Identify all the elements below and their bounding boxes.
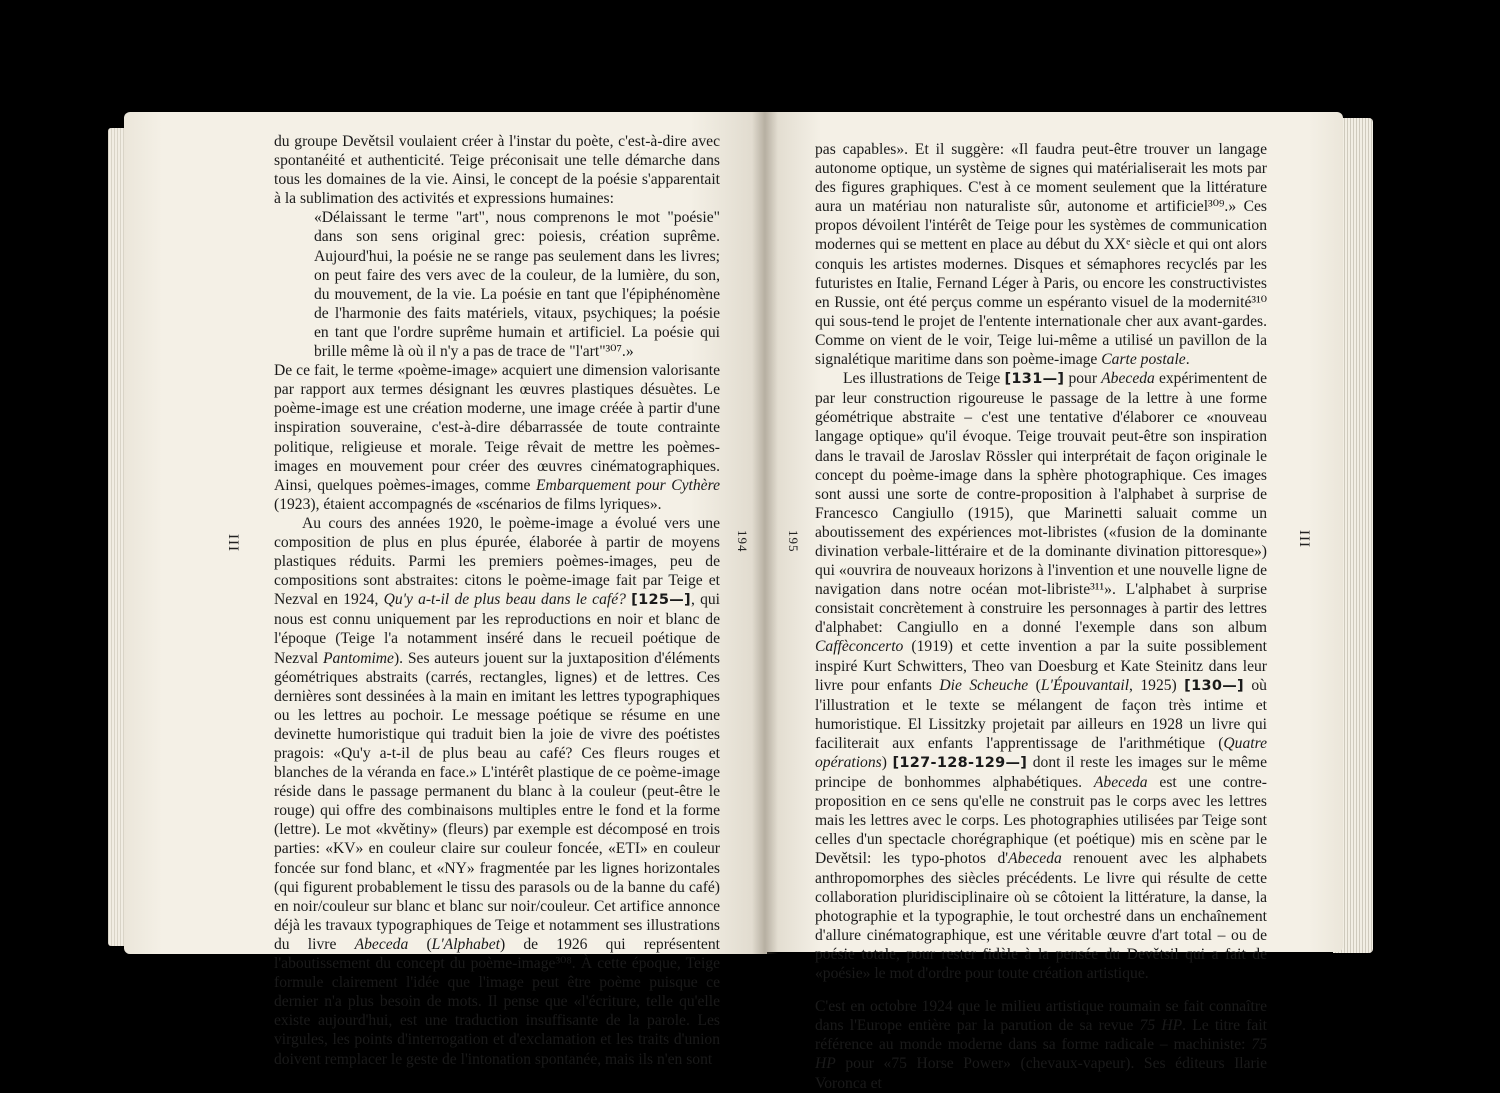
paragraph: pas capables». Et il suggère: «Il faudra peut-être trouver un langage autonome optique, un système de signes qui matérialiserait les mots par des figures graphiques. C'est à ce moment seulement que la littérature aura un matériau non naturaliste sûr, autonome et artificiel³⁰⁹.» Ces propos dévoilent l'intérêt de Teige pour les systèmes de communication modernes qui se mettent en place au début du XXᵉ siècle et qui ont alors conquis les artistes modernes. Disques et sémaphores recyclés par les futuristes en Italie, Fernand Léger à Paris, ou encore les constructivistes en Russie, ont été perçus comme un espéranto visuel de la modernité³¹⁰ qui sous-tend le projet de l'entente internationale cher aux avant-gardes. Comme on vient de le voir, Teige lui-même a utilisé un pavillon de la signalétique maritime dans son poème-image Carte postale. (815, 141, 1267, 369)
figure-reference: [127-128-129—] (892, 755, 1028, 771)
paragraph: Au cours des années 1920, le poème-image a évolué vers une composition de plus en plus épurée, élaborée à partir de moyens plastiques réduits. Parmi les premiers poèmes-images, peu de compositions sont abstraites: citons le poème-image fait par Teige et Nezval en 1924, Qu'y a-t-il de plus beau dans le café? [125—], qui nous est connu uniquement par les reproductions en noir et blanc de l'époque (Teige l'a notamment inséré dans le recueil poétique de Nezval Pantomime). Ses auteurs jouent sur la juxtaposition d'éléments géométriques abstraits (carrés, rectangles, lignes) et de lettres. Ces dernières sont dessinées à la main en imitant les lettres typographiques ou les lettres au pochoir. Le message poétique se résume en une devinette humoristique qui traduit bien la joie de vivre des poétistes pragois: «Qu'y a-t-il de plus beau au café? Ces fleurs rouges et blanches de la véranda en face.» L'intérêt plastique de ce poème-image réside dans le passage permanent du blanc à la couleur (peut-être le rouge) qui offre des combinaisons multiples entre le fond et la forme (lettre). Le mot «květiny» (fleurs) par exemple est décomposé en trois parties: «KV» en couleur claire sur couleur foncée, «ETI» en couleur foncée sur fond blanc, et «NY» fragmentée par les lignes horizontales (qui figurent probablement le tissu des parasols ou de la banne du café) en noir/couleur sur blanc et blanc sur noir/couleur. Cet artifice annonce déjà les travaux typographiques de Teige et notamment ses illustrations du livre Abeceda (L'Alphabet) de 1926 qui représentent l'aboutissement du concept du poème-image³⁰⁸. À cette époque, Teige formule clairement l'idée que l'image peut être poème puisque ce dernier n'a plus besoin de mots. Il pense que «l'écriture, telle qu'elle existe aujourd'hui, est une traduction insuffisante de la parole. Les virgules, les points d'interrogation et d'exclamation et les traits d'union doivent remplacer le geste de l'intonation spontanée, mais ils n'en sont (274, 514, 721, 1068)
book-gutter (752, 112, 778, 954)
page-number: 195 (786, 530, 801, 553)
paragraph: Les illustrations de Teige [131—] pour Abeceda expérimentent de par leur construction rigoureuse le passage de la lettre à une forme géométrique abstraite – c'est une tentative d'élaborer ce «nouveau langage optique» qu'il évoque. Teige trouvait peut-être son inspiration dans le travail de Jaroslav Rössler qui interprétait de façon originale le concept du poème-image dans la sphère photographique. Ces images sont aussi une sorte de contre-proposition à l'alphabet à surprise de Francesco Cangiullo (1915), que Marinetti saluait comme un aboutissement des expériences mot-libristes («fusion de la dominante divination verbale-littéraire et de la dominante divination pittoresque») qui «ouvrira de nouveaux horizons à l'invention et une nouvelle ligne de navigation dans notre océan mot-libriste³¹¹». L'alphabet à surprise consistait concrètement à construire les personnages à partir des lettres d'alphabet: Cangiullo en a donné l'exemple dans son album Caffèconcerto (1919) et cette invention a par la suite possiblement inspiré Kurt Schwitters, Theo van Doesburg et Kate Steinitz dans leur livre pour enfants Die Scheuche (L'Épouvantail, 1925) [130—] où l'illustration et le texte se mélangent de façon très intime et humoristique. El Lissitzky projetait par ailleurs en 1928 un livre qui faciliterait aux enfants l'apprentissage de l'arithmétique (Quatre opérations) [127-128-129—] dont il reste les images sur le même principe de bonhommes alphabétiques. Abeceda est une contre-proposition en ce sens qu'elle ne construit pas le corps avec les lettres mais les lettres avec le corps. Les photographies utilisées par Teige sont celles d'un spectacle chorégraphique (et poétique) mis en scène par le Devětsil: les typo-photos d'Abeceda renouent avec les alphabets anthropomorphes des siècles précédents. Le livre qui résulte de cette collaboration pluridisciplinaire où se côtoient la littérature, la danse, la photographie et la typographie, le tout orchestré dans un enchaînement d'allure cinématographique, est une véritable œuvre d'art total – ou de poésie totale, pour rester fidèle à la pensée du Devětsil qui a fait de «poésie» le mot d'ordre pour toute création artistique. (815, 370, 1268, 983)
right-page (763, 112, 1343, 1092)
figure-reference: [130—] (1184, 677, 1244, 694)
block-quote: «Délaissant le terme "art", nous comprenons le mot "poésie" dans son sens original grec: poiesis, création suprême. Aujourd'hui, la poésie ne se range pas seulement dans les livres; on peut faire des vers avec de la couleur, de la lumière, du son, du mouvement, de la vie. La poésie en tant que l'épiphénomène de l'harmonie des faits matériels, vitaux, psychiques; la poésie en tant que l'ordre suprême humain et artificiel. La poésie qui brille même là où il n'y a pas de trace de "l'art"³⁰⁷.» (314, 209, 720, 361)
left-page-text (274, 132, 720, 1069)
left-page (124, 112, 767, 1068)
right-page-text (815, 140, 1267, 1093)
paragraph: du groupe Devětsil voulaient créer à l'instar du poète, c'est-à-dire avec spontanéité et authenticité. Teige préconisait une telle démarche dans tous les domaines de la vie. Ainsi, le concept de la poésie s'apparentait à la sublimation des activités et expressions humaines: (274, 133, 720, 208)
figure-reference: [131—] (1004, 371, 1065, 388)
page-number: 194 (735, 530, 750, 553)
part-marker: III (225, 534, 241, 552)
paragraph: De ce fait, le terme «poème-image» acquiert une dimension valorisante par rapport aux termes désignant les œuvres plastiques désuètes. Le poème-image est une création moderne, une image créée à partir d'une inspiration souveraine, c'est-à-dire débarrassée de toute contrainte politique, religieuse et morale. Teige rêvait de mettre les poèmes-images en mouvement pour créer des œuvres cinématographiques. Ainsi, quelques poèmes-images, comme Embarquement pour Cythère (1923), étaient accompagnés de «scénarios de films lyriques». (274, 362, 720, 513)
paragraph: C'est en octobre 1924 que le milieu artistique roumain se fait connaître dans l'Europe entière par la parution de sa revue 75 HP. Le titre fait référence au monde moderne dans sa forme radicale – machiniste: 75 HP pour «75 Horse Power» (chevaux-vapeur). Ses éditeurs Ilarie Voronca et (815, 998, 1267, 1092)
figure-reference: [125—] (631, 592, 691, 609)
part-marker: III (1296, 530, 1312, 548)
